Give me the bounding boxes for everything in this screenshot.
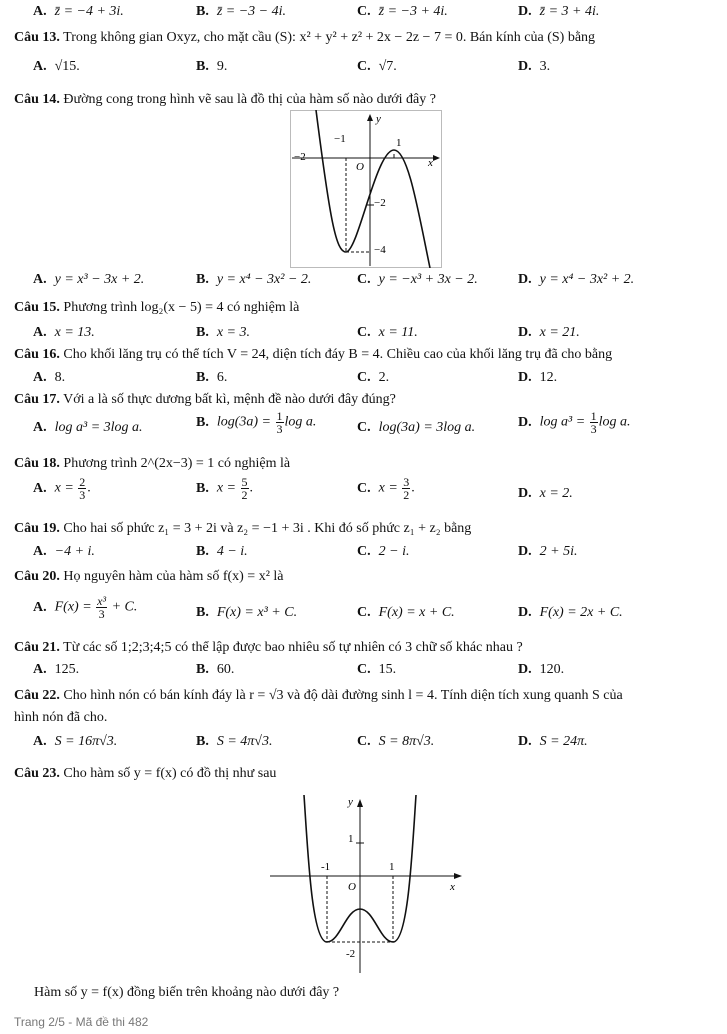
q14-stem: Câu 14. Đường cong trong hình vẽ sau là đồ thị của hàm số nào dưới đây ?	[14, 92, 436, 107]
q17-option-c: C. log(3a) = 3log a.	[357, 420, 476, 435]
q21-option-b: B. 60.	[196, 662, 235, 677]
q13-options	[0, 57, 727, 79]
q12-option-b: B. z̄ = −3 − 4i.	[196, 4, 287, 19]
q23-x-label: x	[450, 881, 455, 893]
q18-option-c: C. x = $\frac{3}{2}$ .	[357, 475, 415, 502]
q13-option-c: C. √7.	[357, 59, 397, 74]
q18-a-fraction: $\frac{2}{3}$	[79, 475, 86, 502]
q20-option-d: D. F(x) = 2x + C.	[518, 605, 623, 620]
q14-graph-frame	[291, 111, 442, 268]
q23-question: Hàm số y = f(x) đồng biến trên khoảng nào dưới đây ?	[34, 985, 340, 1000]
q23-tick-label-m2: -2	[346, 948, 356, 960]
q14-option-c: C. y = −x³ + 3x − 2.	[357, 272, 478, 287]
q15-option-a: A. x = 13.	[33, 325, 95, 340]
q15-stem: Câu 15. Phương trình log₂(x − 5) = 4 có nghiệm là	[14, 300, 300, 315]
q16-option-b: B. 6.	[196, 370, 228, 385]
q19-option-b: B. 4 − i.	[196, 544, 248, 559]
q22-options	[0, 732, 727, 754]
q17-option-b: B. log(3a) = $\frac{1}{3}$ log a.	[196, 409, 317, 436]
q19-option-d: D. 2 + 5i.	[518, 544, 578, 559]
q23-x-arrow	[454, 873, 462, 879]
q17-b-fraction: $\frac{1}{3}$	[276, 409, 283, 436]
q15-options	[0, 323, 727, 345]
q13-option-a: A. √15.	[33, 59, 80, 74]
q12-options	[0, 2, 727, 24]
q14-option-a: A. y = x³ − 3x + 2.	[33, 272, 145, 287]
q18-options	[0, 475, 727, 506]
q14-tick-label-1: 1	[396, 137, 402, 149]
q23-y-arrow	[357, 799, 363, 807]
q22-stem-cont: hình nón đã cho.	[14, 710, 108, 725]
q19-options	[0, 542, 727, 564]
q19-option-a: A. −4 + i.	[33, 544, 95, 559]
q22-stem: Câu 22. Cho hình nón có bán kính đáy là r = √3 và độ dài đường sinh l = 4. Tính diện tích xung quanh S của	[14, 688, 623, 703]
q17-options	[0, 409, 727, 440]
q14-x-label: x	[428, 157, 433, 169]
q23-origin-label: O	[348, 881, 356, 893]
q17-stem: Câu 17. Với a là số thực dương bất kì, mệnh đề nào dưới đây đúng?	[14, 392, 396, 407]
q22-option-d: D. S = 24π.	[518, 734, 588, 749]
q17-option-d: D. log a³ = $\frac{1}{3}$ log a.	[518, 409, 631, 436]
q19-stem: Câu 19. Cho hai số phức z₁ = 3 + 2i và z₂ = −1 + 3i . Khi đó số phức z₁ + z₂ bằng	[14, 521, 472, 536]
q21-option-c: C. 15.	[357, 662, 397, 677]
q15-option-d: D. x = 21.	[518, 325, 580, 340]
q16-option-a: A. 8.	[33, 370, 66, 385]
q21-stem: Câu 21. Từ các số 1;2;3;4;5 có thể lập được bao nhiêu số tự nhiên có 3 chữ số khác nhau ?	[14, 640, 523, 655]
q23-tick-label-1y: 1	[348, 833, 354, 845]
q14-y-label: y	[376, 113, 381, 125]
q21-option-a: A. 125.	[33, 662, 80, 677]
q18-stem: Câu 18. Phương trình 2^(2x−3) = 1 có nghiệm là	[14, 456, 291, 471]
q14-tick-label-m2y: −2	[374, 197, 386, 209]
q18-b-fraction: $\frac{5}{2}$	[241, 475, 248, 502]
page-footer: Trang 2/5 - Mã đề thi 482	[14, 1015, 149, 1029]
q14-option-b: B. y = x⁴ − 3x² − 2.	[196, 272, 312, 287]
q14-tick-label-m1: −1	[334, 133, 346, 145]
q14-origin-label: O	[356, 161, 364, 173]
q12-option-d: D. z̄ = 3 + 4i.	[518, 4, 600, 19]
q13-option-b: B. 9.	[196, 59, 228, 74]
q23-y-label: y	[348, 796, 353, 808]
q20-stem: Câu 20. Họ nguyên hàm của hàm số f(x) = x² là	[14, 569, 284, 584]
q13-stem: Câu 13. Trong không gian Oxyz, cho mặt cầu (S): x² + y² + z² + 2x − 2z − 7 = 0. Bán kính của (S) bằng	[14, 30, 596, 45]
q23-tick-label-m1: -1	[321, 861, 331, 873]
q15-option-b: B. x = 3.	[196, 325, 251, 340]
q18-option-b: B. x = $\frac{5}{2}$ .	[196, 475, 254, 502]
q16-options	[0, 368, 727, 390]
q22-option-c: C. S = 8π√3.	[357, 734, 435, 749]
q19-option-c: C. 2 − i.	[357, 544, 410, 559]
q14-tick-label-m2x: −2	[294, 151, 306, 163]
q12-option-a: A. z̄ = −4 + 3i.	[33, 4, 124, 19]
q12-option-c: C. z̄ = −3 + 4i.	[357, 4, 448, 19]
q23-stem: Câu 23. Cho hàm số y = f(x) có đồ thị như sau	[14, 766, 277, 781]
q23-graph	[268, 795, 464, 975]
q20-options	[0, 594, 727, 625]
q22-option-b: B. S = 4π√3.	[196, 734, 273, 749]
q18-option-a: A. x = $\frac{2}{3}$ .	[33, 475, 91, 502]
q14-option-d: D. y = x⁴ − 3x² + 2.	[518, 272, 635, 287]
q20-a-fraction: $\frac{\text{x³}}{3}$	[97, 594, 107, 621]
q18-c-fraction: $\frac{3}{2}$	[403, 475, 410, 502]
q16-option-c: C. 2.	[357, 370, 390, 385]
q17-option-a: A. log a³ = 3log a.	[33, 420, 143, 435]
q18-option-d: D. x = 2.	[518, 486, 573, 501]
q21-options	[0, 660, 727, 682]
q14-graph	[290, 110, 442, 268]
q23-tick-label-1: 1	[389, 861, 395, 873]
q17-d-fraction: $\frac{1}{3}$	[590, 409, 597, 436]
q14-options	[0, 270, 727, 292]
q13-option-d: D. 3.	[518, 59, 551, 74]
q22-option-a: A. S = 16π√3.	[33, 734, 118, 749]
q16-option-d: D. 12.	[518, 370, 558, 385]
q16-stem: Câu 16. Cho khối lăng trụ có thể tích V = 24, diện tích đáy B = 4. Chiều cao của khối lăng trụ đã cho bằng	[14, 347, 613, 362]
q20-option-c: C. F(x) = x + C.	[357, 605, 455, 620]
q15-option-c: C. x = 11.	[357, 325, 418, 340]
q14-tick-label-m4: −4	[374, 244, 386, 256]
q20-option-b: B. F(x) = x³ + C.	[196, 605, 298, 620]
q21-option-d: D. 120.	[518, 662, 565, 677]
q20-option-a: A. F(x) = $\frac{\text{x³}}{3}$ + C.	[33, 594, 138, 621]
